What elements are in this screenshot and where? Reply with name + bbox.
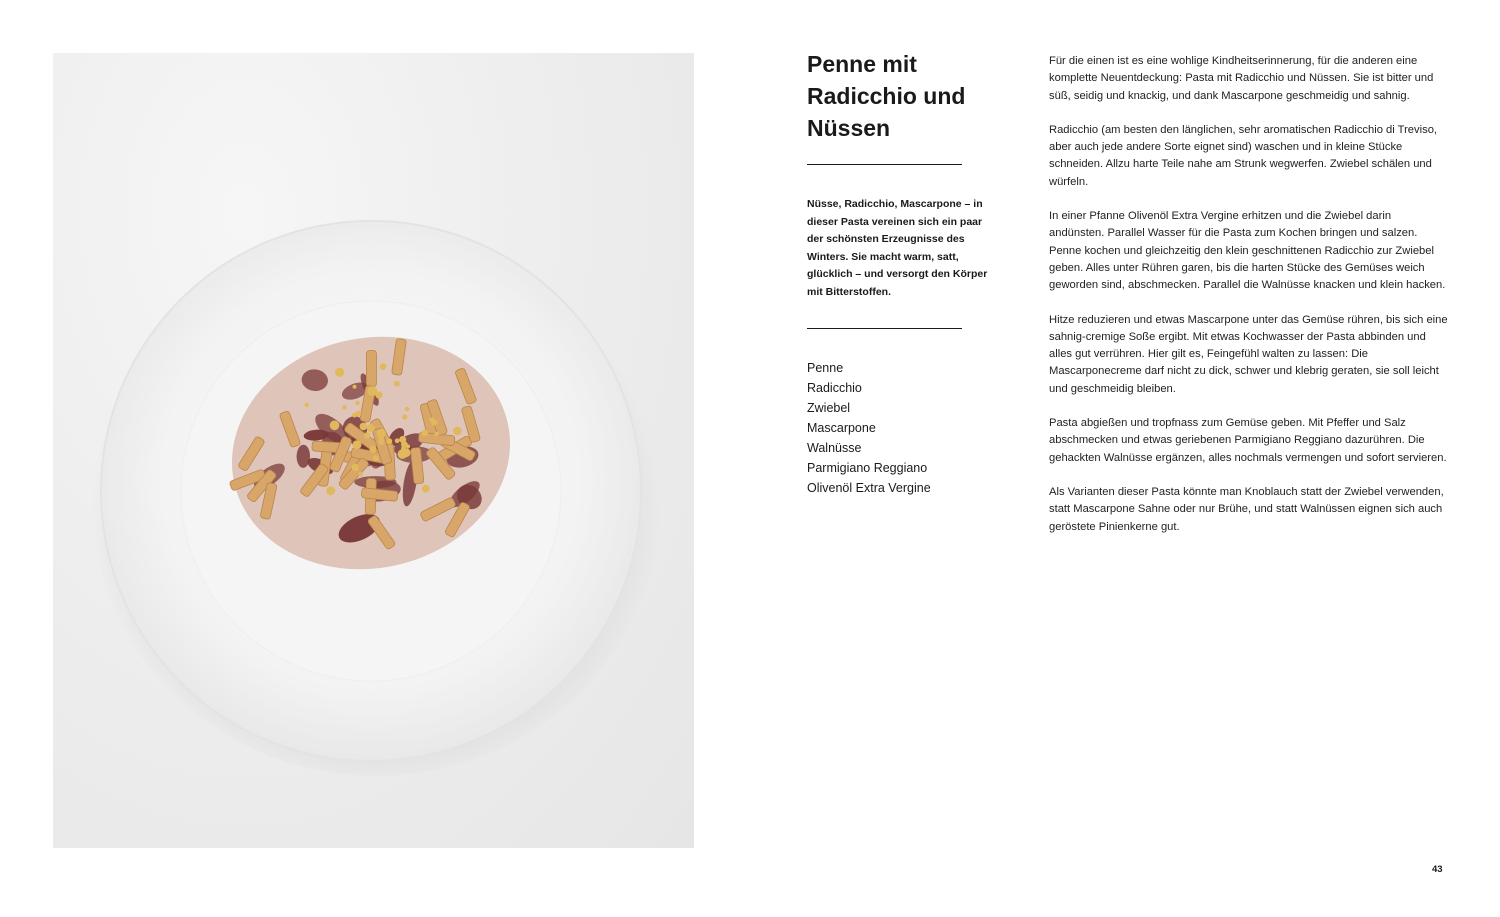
page-number: 43 xyxy=(1432,864,1443,875)
ingredient-list xyxy=(807,358,931,498)
ingredient-item: Parmigiano Reggiano xyxy=(807,461,928,475)
ingredient-item: Mascarpone xyxy=(807,421,876,435)
ingredient-item: Olivenöl Extra Vergine xyxy=(807,481,931,495)
pasta-plate-icon xyxy=(53,53,694,848)
instruction-paragraph: In einer Pfanne Olivenöl Extra Vergine erhitzen und die Zwiebel darin andünsten. Parallel Wasser für die Pasta zum Kochen bringen und salzen. Penne kochen und gleichzeitig den klein geschnittenen Radicchio zur Zwiebel geben. Alles unter Rühren garen, bis die harten Stücke des Gemüses weich geworden sind, abschmecken. Parallel die Walnüsse knacken und klein hacken. xyxy=(1049,210,1446,292)
instruction-paragraph: Pasta abgießen und tropfnass zum Gemüse geben. Mit Pfeffer und Salz abschmecken und etwas geriebenen Parmigiano Reggiano dazurühren. Die gehackten Walnüsse ergänzen, alles nochmals vermengen und sofort servieren. xyxy=(1049,417,1447,464)
recipe-title: Penne mit Radicchio und Nüssen xyxy=(807,51,966,141)
divider-bottom xyxy=(807,328,962,329)
recipe-instructions xyxy=(1049,53,1449,553)
ingredient-item: Walnüsse xyxy=(807,441,862,455)
divider-top xyxy=(807,164,962,165)
instruction-paragraph: Radicchio (am besten den länglichen, sehr aromatischen Radicchio di Treviso, aber auch jede andere Sorte eignet sind) waschen und in kleine Stücke schneiden. Allzu harte Teile nahe am Strunk wegwerfen. Zwiebel schälen und würfeln. xyxy=(1049,123,1438,188)
instruction-paragraph: Als Varianten dieser Pasta könnte man Knoblauch statt der Zwiebel verwenden, statt Mascarpone Sahne oder nur Brühe, und statt Walnüssen eignen sich auch geröstete Pinienkerne gut. xyxy=(1049,485,1444,533)
instruction-paragraph: Für die einen ist es eine wohlige Kindheitserinnerung, für die anderen eine komplette Neuentdeckung: Pasta mit Radicchio und Nüssen. Sie ist bitter und süß, seidig und knackig, und dank Mascarpone geschmeidig und sahnig. xyxy=(1049,55,1434,102)
instruction-paragraph: Hitze reduzieren und etwas Mascarpone unter das Gemüse rühren, bis sich eine sahnig-cremige Soße ergibt. Mit etwas Kochwasser der Pasta abbinden und alles gut verrühren. Hier gilt es, Feingefühl walten zu lassen: Die Mascarponecreme darf nicht zu dick, schwer und klebrig geraten, sie soll leicht und geschmeidig bleiben. xyxy=(1049,313,1448,395)
ingredient-item: Penne xyxy=(807,361,844,375)
recipe-intro: Nüsse, Radicchio, Mascarpone – in dieser Pasta vereinen sich ein paar der schönsten Erzeugnisse des Winters. Sie macht warm, satt, glücklich – und versorgt den Körper mit Bitterstoffen. xyxy=(807,198,988,298)
ingredient-item: Zwiebel xyxy=(807,401,851,415)
ingredient-item: Radicchio xyxy=(807,381,862,395)
recipe-photo xyxy=(53,53,694,848)
